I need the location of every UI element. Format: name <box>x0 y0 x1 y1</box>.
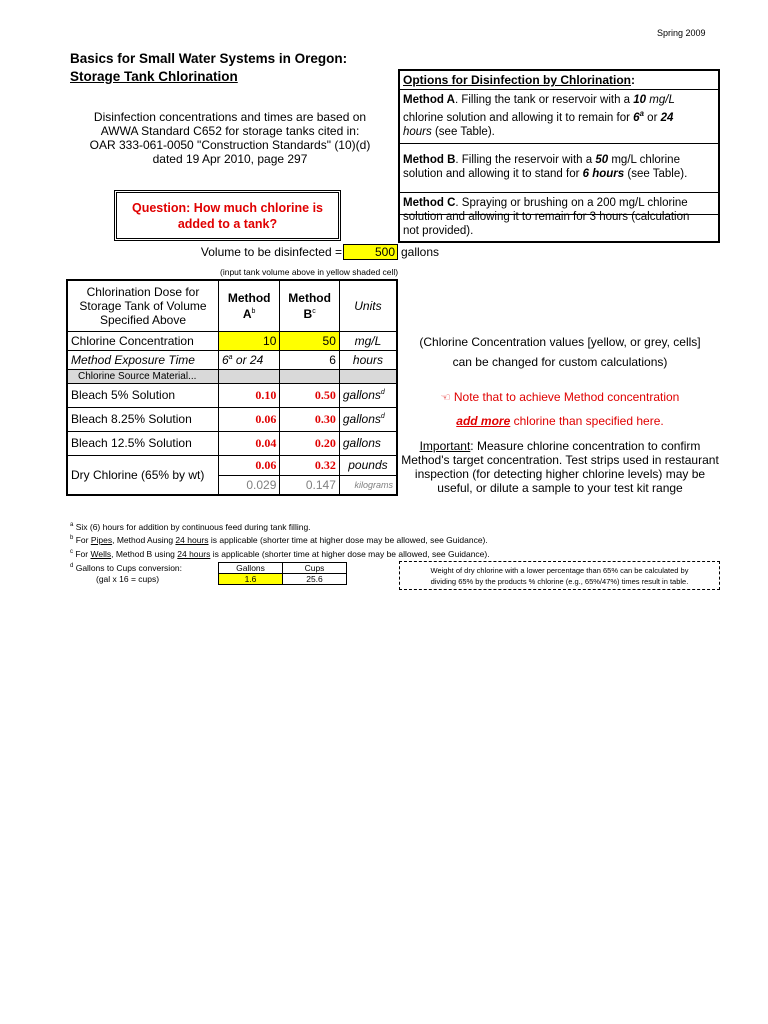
footnote-text: For <box>73 534 91 545</box>
conv-header-gallons: Gallons <box>219 563 283 574</box>
time-a-rest: or 24 <box>232 352 264 367</box>
dry-note-line: dividing 65% by the products % chlorine (e.g., 65%/47%) times result in table. <box>430 577 689 586</box>
bleach-b-value: 0.30 <box>280 407 340 431</box>
conv-gallons-input[interactable]: 1.6 <box>219 574 283 585</box>
footnote-sup: d <box>70 563 74 569</box>
header-method-a <box>218 280 279 331</box>
volume-label: Volume to be disinfected = <box>200 245 342 259</box>
bleach-unit <box>339 383 397 407</box>
method-a-unit: mg/L <box>646 94 675 106</box>
method-b-text4: (see Table). <box>624 168 688 180</box>
bleach-a-value: 0.04 <box>218 431 279 455</box>
method-c-text3: not provided). <box>403 225 474 237</box>
options-heading-text: Options for Disinfection by Chlorination <box>403 73 631 87</box>
conv-header-cups: Cups <box>283 563 347 574</box>
intro-line: Disinfection concentrations and times are based on <box>93 110 367 124</box>
header-line: Method <box>227 290 271 305</box>
footnote-text: Gallons to Cups conversion: <box>73 562 183 573</box>
header-line: A <box>242 306 252 321</box>
dose-table <box>66 279 398 496</box>
header-sup: b <box>251 307 256 315</box>
dry-a-value: 0.06 <box>218 455 279 476</box>
dry-unit: pounds <box>339 455 397 476</box>
important-line: inspection (for detecting higher chlorine levels) may be <box>414 467 706 481</box>
header-line: Chlorination Dose for <box>86 284 200 299</box>
footnote-text: Wells <box>90 548 112 559</box>
method-a-text2: chlorine solution and allowing it to remain for <box>403 111 634 124</box>
footnote-text: , Method Ausing <box>112 534 176 545</box>
bleach-unit: gallons <box>339 431 397 455</box>
footnote-text: is applicable (shorter time at higher dose may be allowed, see Guidance). <box>208 534 488 545</box>
custom-line: can be changed for custom calculations) <box>452 355 668 369</box>
method-b-text <box>400 153 718 181</box>
question-box <box>114 190 341 241</box>
conc-label: Chlorine Concentration <box>67 331 218 350</box>
important-line: Method's target concentration. Test strips used in restaurant <box>401 453 719 467</box>
conv-cups-value: 25.6 <box>283 574 347 585</box>
page-subtitle: Storage Tank Chlorination <box>70 69 238 84</box>
dry-note-line: Weight of dry chlorine with a lower percentage than 65% can be calculated by <box>430 566 689 575</box>
header-line: Storage Tank of Volume <box>79 298 207 313</box>
source-spacer <box>339 369 397 383</box>
footnote-sup: b <box>70 535 74 541</box>
method-c-text <box>400 196 718 238</box>
time-a: 6 <box>221 352 229 367</box>
time-unit: hours <box>339 350 397 369</box>
method-a-text1: . Filling the tank or reservoir with a <box>454 94 634 106</box>
bleach-b-value: 0.50 <box>280 383 340 407</box>
footnote-text: 24 hours <box>177 548 211 559</box>
header-line: Specified Above <box>99 312 187 327</box>
bleach-label: Bleach 5% Solution <box>67 383 218 407</box>
kg-unit: kilograms <box>339 476 397 496</box>
time-b-cell: 6 <box>280 350 340 369</box>
method-b-text1: . Filling the reservoir with a <box>455 154 596 166</box>
method-note-text: Note that to achieve Method concentration <box>453 390 680 404</box>
method-a-hours: hours <box>403 125 432 138</box>
conversion-table <box>218 562 347 585</box>
method-a-sup: a <box>639 109 644 118</box>
dry-b-value: 0.32 <box>280 455 340 476</box>
header-date: Spring 2009 <box>657 28 706 38</box>
add-more-text: add more <box>456 414 511 428</box>
method-a-time1: 6 <box>633 111 640 124</box>
intro-line: AWWA Standard C652 for storage tanks cited in: <box>100 124 360 138</box>
bleach-label: Bleach 8.25% Solution <box>67 407 218 431</box>
method-a-text <box>400 93 718 139</box>
divider <box>400 192 718 193</box>
footnote-c <box>70 546 490 561</box>
method-note-2 <box>400 414 720 428</box>
method-a-text3: (see Table). <box>431 125 495 138</box>
unit-sup: d <box>380 389 385 396</box>
important-label: Important <box>419 439 471 453</box>
options-heading <box>400 73 718 87</box>
bleach-a-value: 0.06 <box>218 407 279 431</box>
kg-a-value: 0.029 <box>218 476 279 496</box>
source-spacer <box>218 369 279 383</box>
method-note-text: chlorine than specified here. <box>510 414 664 428</box>
method-a-time2: 24 <box>660 111 674 124</box>
time-a-sup: a <box>228 353 233 361</box>
footnote-text: For <box>73 548 91 559</box>
method-b-conc: 50 <box>595 154 609 166</box>
bleach-unit <box>339 407 397 431</box>
bleach-a-value: 0.10 <box>218 383 279 407</box>
footnote-text: Six (6) hours for addition by continuous feed during tank filling. <box>73 521 311 532</box>
question-line: added to a tank? <box>177 216 278 231</box>
footnote-sup: c <box>70 549 73 555</box>
method-a-or: or <box>643 111 661 124</box>
unit-text: gallons <box>342 388 381 402</box>
intro-text <box>70 110 390 166</box>
footnote-sup: a <box>70 522 74 528</box>
footnote-text: , Method B using <box>111 548 178 559</box>
intro-line: OAR 333-061-0050 "Construction Standards" (10)(d) <box>89 138 371 152</box>
question-line: Question: How much chlorine is <box>132 200 323 215</box>
conc-unit: mg/L <box>339 331 397 350</box>
method-c-text2: solution and allowing it to remain for 3 hours (calculation <box>403 211 690 223</box>
method-c-text1: . Spraying or brushing on a 200 mg/L chlorine <box>455 197 688 209</box>
header-sup: c <box>312 307 316 315</box>
unit-text: gallons <box>342 412 381 426</box>
source-label: Chlorine Source Material... <box>67 369 218 383</box>
header-description <box>67 280 218 331</box>
custom-line: (Chlorine Concentration values [yellow, or grey, cells] <box>419 335 701 349</box>
intro-line: dated 19 Apr 2010, page 297 <box>152 152 308 166</box>
footnote-text: Pipes <box>90 534 113 545</box>
divider <box>400 143 718 144</box>
footnote-b <box>70 532 488 547</box>
header-units: Units <box>339 280 397 331</box>
options-heading-colon: : <box>631 73 635 87</box>
footnote-text: is applicable (shorter time at higher dose may be allowed, see Guidance). <box>210 548 490 559</box>
kg-b-value: 0.147 <box>280 476 340 496</box>
header-method-b <box>280 280 340 331</box>
divider <box>400 89 718 90</box>
dry-chlorine-note <box>399 561 720 590</box>
time-a-cell <box>218 350 279 369</box>
unit-sup: d <box>380 413 385 420</box>
important-line: useful, or dilute a sample to your test kit range <box>437 481 683 495</box>
method-b-text3: solution and allowing it to stand for <box>403 168 583 180</box>
method-b-label: Method B <box>403 154 456 166</box>
bleach-label: Bleach 12.5% Solution <box>67 431 218 455</box>
method-b-text2: mg/L chlorine <box>608 154 680 166</box>
pointing-hand-icon: ☜ <box>440 392 451 404</box>
source-spacer <box>280 369 340 383</box>
method-a-conc: 10 <box>633 94 647 106</box>
volume-input[interactable]: 500 <box>343 244 398 260</box>
dry-label: Dry Chlorine (65% by wt) <box>67 455 218 495</box>
footnote-text: 24 hours <box>175 534 209 545</box>
volume-hint: (input tank volume above in yellow shaded cell) <box>220 267 399 277</box>
method-c-label: Method C <box>403 197 456 209</box>
method-a-label: Method A <box>403 94 455 106</box>
custom-note <box>400 335 720 369</box>
volume-unit: gallons <box>401 245 440 259</box>
conc-b-cell[interactable]: 50 <box>280 331 340 350</box>
header-line: B <box>303 306 313 321</box>
page-title: Basics for Small Water Systems in Oregon: <box>70 51 348 66</box>
method-note <box>400 390 720 405</box>
footnote-d-formula: (gal x 16 = cups) <box>96 574 160 584</box>
options-box <box>398 69 720 243</box>
important-text: : Measure chlorine concentration to confirm <box>470 439 701 453</box>
important-note <box>400 439 720 495</box>
time-label: Method Exposure Time <box>67 350 218 369</box>
bleach-b-value: 0.20 <box>280 431 340 455</box>
method-b-time: 6 hours <box>582 168 625 180</box>
conc-a-cell[interactable]: 10 <box>218 331 279 350</box>
header-line: Method <box>288 290 331 305</box>
